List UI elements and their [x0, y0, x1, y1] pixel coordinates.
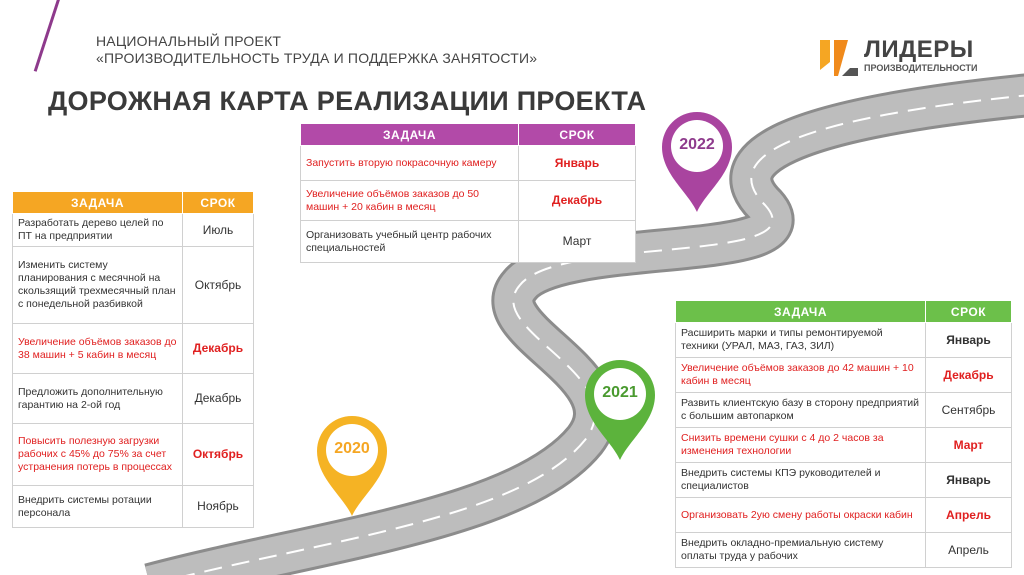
term-cell: Сентябрь — [926, 393, 1012, 428]
term-cell: Октябрь — [183, 424, 254, 486]
table-row — [13, 324, 254, 374]
pin-2020 — [313, 412, 391, 523]
table-row — [676, 393, 1012, 428]
task-cell: Внедрить окладно-премиальную систему оплаты труда у рабочих — [676, 533, 926, 568]
task-cell: Увеличение объёмов заказов до 38 машин + 5 кабин в месяц — [13, 324, 183, 374]
project-subtitle: «ПРОИЗВОДИТЕЛЬНОСТЬ ТРУДА И ПОДДЕРЖКА ЗАНЯТОСТИ» — [96, 50, 538, 66]
column-header-term: СРОК — [926, 301, 1012, 323]
term-cell: Декабрь — [183, 374, 254, 424]
table-row — [676, 428, 1012, 463]
table-header-row — [676, 301, 1012, 323]
pin-2022 — [658, 108, 736, 219]
column-header-task: ЗАДАЧА — [13, 192, 183, 214]
table-row — [13, 424, 254, 486]
table-row — [301, 181, 636, 221]
term-cell: Январь — [926, 463, 1012, 498]
term-cell: Апрель — [926, 498, 1012, 533]
task-cell: Увеличение объёмов заказов до 50 машин + 20 кабин в месяц — [301, 181, 519, 221]
column-header-term: СРОК — [183, 192, 254, 214]
task-cell: Развить клиентскую базу в сторону предприятий с большим автопарком — [676, 393, 926, 428]
term-cell: Декабрь — [926, 358, 1012, 393]
task-cell: Внедрить системы ротации персонала — [13, 486, 183, 528]
task-cell: Внедрить системы КПЭ руководителей и специалистов — [676, 463, 926, 498]
column-header-task: ЗАДАЧА — [676, 301, 926, 323]
table-row — [301, 146, 636, 181]
table-2020 — [12, 191, 254, 528]
pin-2021 — [581, 356, 659, 467]
term-cell: Июль — [183, 214, 254, 247]
task-cell: Изменить систему планирования с месячной на скользящий трехмесячный план с понедельной разбивкой — [13, 247, 183, 324]
term-cell: Ноябрь — [183, 486, 254, 528]
pin-year-label: 2022 — [679, 136, 715, 153]
term-cell: Март — [519, 221, 636, 263]
column-header-task: ЗАДАЧА — [301, 124, 519, 146]
table-header-row — [301, 124, 636, 146]
term-cell: Октябрь — [183, 247, 254, 324]
table-row — [676, 533, 1012, 568]
task-cell: Расширить марки и типы ремонтируемой техники (УРАЛ, МАЗ, ГАЗ, ЗИЛ) — [676, 323, 926, 358]
term-cell: Апрель — [926, 533, 1012, 568]
pin-year-label: 2020 — [334, 440, 370, 457]
map-pin-icon — [581, 356, 659, 462]
table-row — [13, 486, 254, 528]
project-name: НАЦИОНАЛЬНЫЙ ПРОЕКТ — [96, 33, 282, 49]
task-cell: Повысить полезную загрузки рабочих с 45% до 75% за счет устранения потерь в процессах — [13, 424, 183, 486]
task-cell: Организовать учебный центр рабочих специальностей — [301, 221, 519, 263]
table-row — [13, 214, 254, 247]
table-2021 — [675, 300, 1012, 568]
pin-year-label: 2021 — [602, 384, 638, 401]
column-header-term: СРОК — [519, 124, 636, 146]
task-cell: Организовать 2ую смену работы окраски кабин — [676, 498, 926, 533]
table-2022 — [300, 123, 636, 263]
table-header-row — [13, 192, 254, 214]
task-cell: Снизить времени сушки с 4 до 2 часов за изменения технологии — [676, 428, 926, 463]
task-cell: Предложить дополнительную гарантию на 2-ой год — [13, 374, 183, 424]
table-row — [13, 247, 254, 324]
map-pin-icon — [658, 108, 736, 214]
table-row — [676, 463, 1012, 498]
table-row — [676, 358, 1012, 393]
logo-name: ЛИДЕРЫ — [864, 36, 974, 63]
table-row — [676, 323, 1012, 358]
term-cell: Март — [926, 428, 1012, 463]
map-pin-icon — [313, 412, 391, 518]
term-cell: Январь — [519, 146, 636, 181]
logo-subtitle: ПРОИЗВОДИТЕЛЬНОСТИ — [864, 63, 978, 73]
term-cell: Декабрь — [519, 181, 636, 221]
table-row — [13, 374, 254, 424]
term-cell: Декабрь — [183, 324, 254, 374]
table-row — [676, 498, 1012, 533]
task-cell: Запустить вторую покрасочную камеру — [301, 146, 519, 181]
page-title: ДОРОЖНАЯ КАРТА РЕАЛИЗАЦИИ ПРОЕКТА — [48, 86, 647, 116]
table-row — [301, 221, 636, 263]
task-cell: Разработать дерево целей по ПТ на предприятии — [13, 214, 183, 247]
term-cell: Январь — [926, 323, 1012, 358]
task-cell: Увеличение объёмов заказов до 42 машин + 10 кабин в месяц — [676, 358, 926, 393]
